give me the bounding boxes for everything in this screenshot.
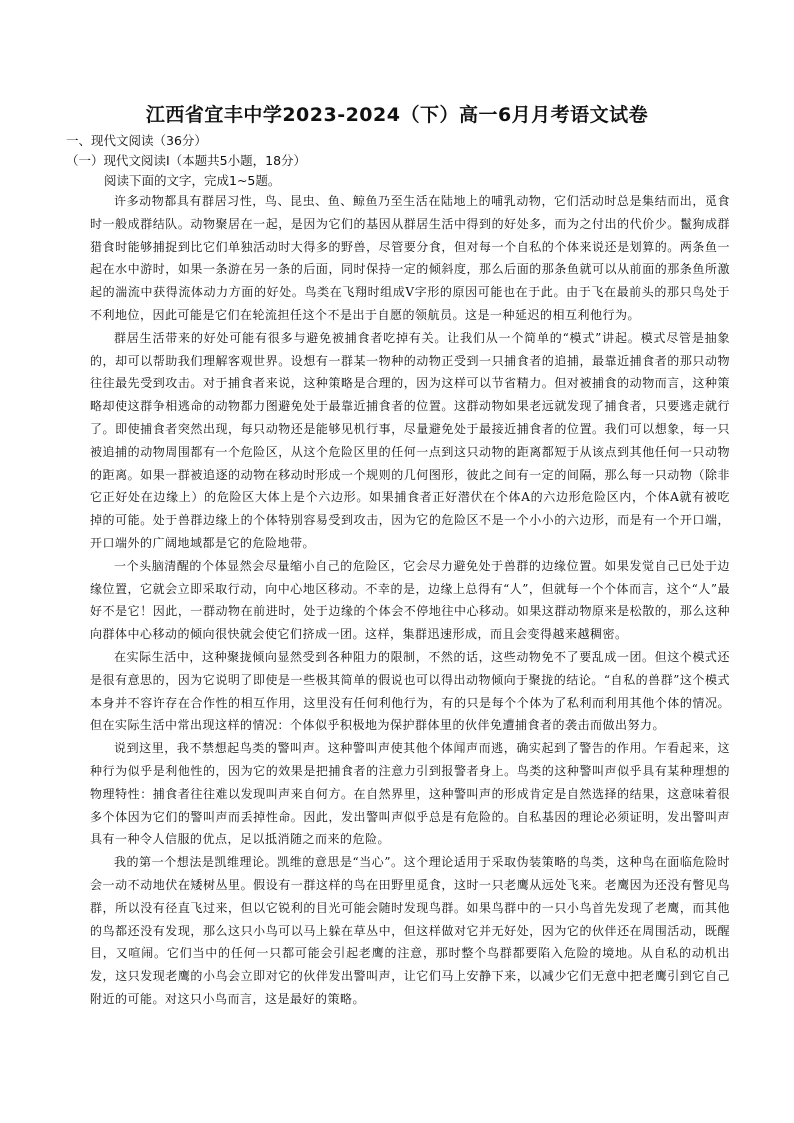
passage-paragraph-5: 说到这里，我不禁想起鸟类的警叫声。这种警叫声使其他个体闻声而逃，确实起到了警告的作用。乍看起来，这种行为似乎是利他性的，因为它的效果是把捕食者的注意力引到报警者身上。鸟类的这种警叫声似乎具有某种理想的物理特性：捕食者往往难以发现叫声来自何方。在自然界里，这种警叫声的形成肯定是自然选择的结果，这意味着很多个体因为它们的警叫声而丢掉性命。因此，发出警叫声似乎总是有危险的。自私基因的理论必须证明，发出警叫声具有一种令人信服的优点，足以抵消随之而来的危险。 [90,741,730,847]
reading-instruction: 阅读下面的文字，完成1~5题。 [104,173,281,188]
passage-paragraph-1: 许多动物都具有群居习性，鸟、昆虫、鱼、鲸鱼乃至生活在陆地上的哺乳动物，它们活动时总是集结而出，觅食时一般成群结队。动物聚居在一起，是因为它们的基因从群居生活中得到的好处多，而为之付出的代价少。鬣狗成群猎食时能够捕捉到比它们单独活动时大得多的野兽，尽管要分食，但对每一个自私的个体来说还是划算的。两条鱼一起在水中游时，如果一条游在另一条的后面，同时保持一定的倾斜度，那么后面的那条鱼就可以从前面的那条鱼所激起的湍流中获得流体动力方面的好处。鸟类在飞翔时组成V字形的原因可能也在于此。由于飞在最前头的那只鸟处于不利地位，因此可能是它们在轮流担任这个不是出于自愿的领航员。这是一种延迟的相互利他行为。 [90,194,730,322]
subsection-heading: （一）现代文阅读Ⅰ（本题共5小题，18分） [66,153,307,168]
exam-title: 江西省宜丰中学2023-2024（下）高一6月月考语文试卷 [145,104,649,126]
passage-paragraph-6: 我的第一个想法是凯维理论。凯维的意思是“当心”。这个理论适用于采取伪装策略的鸟类，这种鸟在面临危险时会一动不动地伏在矮树丛里。假设有一群这样的鸟在田野里觅食，这时一只老鹰从远处飞来。老鹰因为还没有瞥见鸟群，所以没有径直飞过来，但以它锐利的目光可能会随时发现鸟群。如果鸟群中的一只小鸟首先发现了老鹰，而其他的鸟都还没有发现，那么这只小鸟可以马上躲在草丛中，但这样做对它并无好处，因为它的伙伴还在周围活动，既醒目，又喧闹。它们当中的任何一只都可能会引起老鹰的注意，那时整个鸟群都要陷入危险的境地。从自私的动机出发，这只发现老鹰的小鸟会立即对它的伙伴发出警叫声，让它们马上安静下来，以减少它们无意中把老鹰引到它自己附近的可能。对这只小鸟而言，这是最好的策略。 [90,855,730,1006]
passage-paragraph-4: 在实际生活中，这种聚拢倾向显然受到各种阻力的限制，不然的话，这些动物免不了要乱成一团。但这个模式还是很有意思的，因为它说明了即使是一些极其简单的假说也可以得出动物倾向于聚拢的结论。“自私的兽群”这个模式本身并不容许存在合作性的相互作用，这里没有任何利他行为，有的只是每个个体为了私利而利用其他个体的情况。但在实际生活中常出现这样的情况：个体似乎积极地为保护群体里的伙伴免遭捕食者的袭击而做出努力。 [90,649,730,733]
passage-paragraph-3: 一个头脑清醒的个体显然会尽量缩小自己的危险区，它会尽力避免处于兽群的边缘位置。如果发觉自己已处于边缘位置，它就会立即采取行动，向中心地区移动。不幸的是，边缘上总得有“人”，但就每一个个体而言，这个“人”最好不是它！因此，一群动物在前进时，处于边缘的个体会不停地往中心移动。如果这群动物原来是松散的，那么这种向群体中心移动的倾向很快就会使它们挤成一团。这样，集群迅速形成，而且会变得越来越稠密。 [90,558,730,642]
passage-paragraph-2: 群居生活带来的好处可能有很多与避免被捕食者吃掉有关。让我们从一个简单的“模式”讲起。模式尽管是抽象的，却可以帮助我们理解客观世界。设想有一群某一物种的动物正受到一只捕食者的追捕，最靠近捕食者的那只动物往往最先受到攻击。对于捕食者来说，这种策略是合理的，因为这样可以节省精力。但对被捕食的动物而言，这种策略却使这群争相逃命的动物都力图避免处于最靠近捕食者的位置。这群动物如果老远就发现了捕食者，只要逃走就行了。即使捕食者突然出现，每只动物还是能够见机行事，尽量避免处于最接近捕食者的位置。我们可以想象，每一只被追捕的动物周围都有一个危险区，从这个危险区里的任何一点到这只动物的距离都短于从该点到其他任何一只动物的距离。如果一群被追逐的动物在移动时形成一个规则的几何图形，彼此之间有一定的间隔，那么每一只动物（除非它正好处在边缘上）的危险区大体上是个六边形。如果捕食者正好潜伏在个体A的六边形危险区内，个体A就有被吃掉的可能。处于兽群边缘上的个体特别容易受到攻击，因为它的危险区不是一个小小的六边形，而是有一个开口端，开口端外的广阔地域都是它的危险地带。 [90,330,730,550]
section-heading: 一、现代文阅读（36分） [66,133,207,148]
reading-passage [90,190,730,1011]
